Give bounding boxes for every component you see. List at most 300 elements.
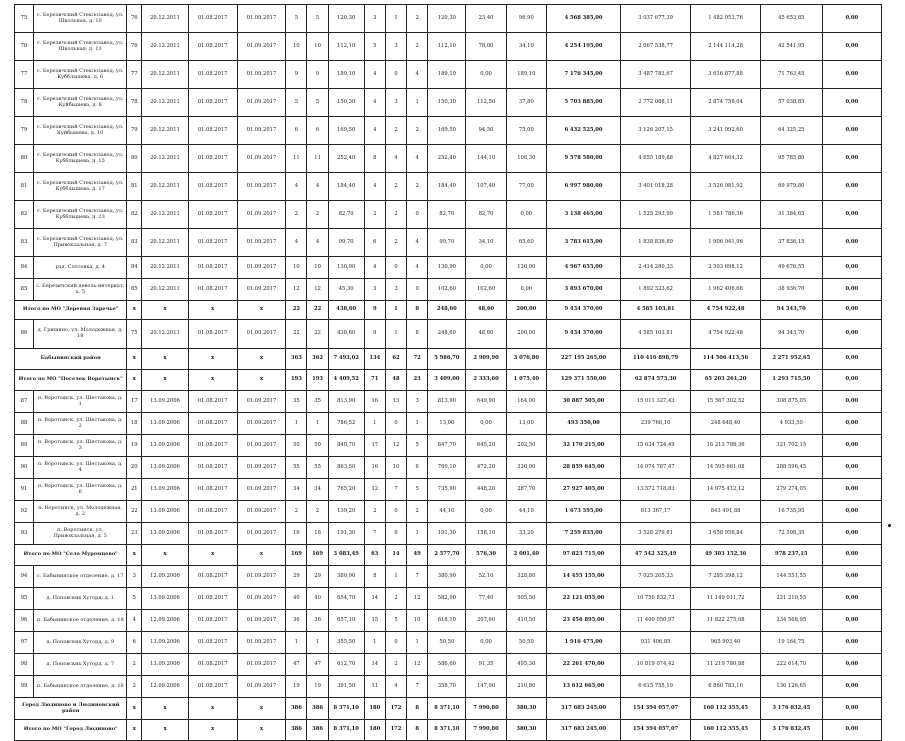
table-cell: 645,20 (466, 435, 506, 457)
table-cell: 189,10 (506, 61, 546, 89)
table-cell: 4 (364, 257, 385, 279)
table-cell: 8 371,10 (328, 720, 364, 741)
table-cell: 169,50 (328, 117, 364, 145)
table-cell: 3 616 877,88 (691, 61, 761, 89)
table-row (15, 279, 882, 301)
table-cell: 10 (385, 457, 406, 479)
table-cell: 2 (385, 117, 406, 145)
table-cell: 13.09.2006 (142, 479, 189, 501)
table-cell: 14 (385, 545, 406, 566)
table-cell: 01.09.2017 (237, 61, 286, 89)
table-cell: 01.09.2017 (237, 588, 286, 610)
address-cell: п. Воротынск, ул. Шестакова, д. 4 (34, 457, 127, 479)
table-cell: 207,60 (466, 610, 506, 632)
table-cell: 01.09.2017 (237, 435, 286, 457)
table-cell: 23,40 (466, 5, 506, 33)
row-label: Итого по МО "Город Людиново" (15, 720, 127, 741)
table-cell: 40 (286, 588, 307, 610)
table-cell: 1 (307, 413, 328, 435)
table-cell: 1 838 836,89 (621, 229, 691, 257)
table-cell: 164,00 (506, 391, 546, 413)
table-cell: 172 (385, 698, 406, 720)
table-cell: 8 (407, 301, 428, 320)
table-cell: 20.12.2011 (142, 201, 189, 229)
table-cell: 1 (407, 632, 428, 654)
table-cell: 5 (307, 5, 328, 33)
table-cell: 4 (385, 676, 406, 698)
table-cell: 77 (127, 61, 142, 89)
table-cell: 180 (364, 720, 385, 741)
table-cell: 4 (286, 229, 307, 257)
table-cell: 4 254 195,00 (546, 33, 620, 61)
table-cell: 19 (127, 435, 142, 457)
address-cell: с. Березичский деволь-интернат, д. 5 (34, 279, 127, 301)
table-cell: 15 (364, 610, 385, 632)
table-cell: 3 138 465,00 (546, 201, 620, 229)
table-cell: 16 (286, 523, 307, 545)
table-cell: 62 (385, 349, 406, 370)
table-cell: 76 (127, 5, 142, 33)
table-cell: 0,00 (822, 479, 881, 501)
table-cell: 4 409,52 (328, 370, 364, 391)
table-cell: 01.08.2017 (188, 279, 237, 301)
table-cell: 13.09.2006 (142, 588, 189, 610)
table-cell: 3 126 207,15 (621, 117, 691, 145)
table-cell: 01.09.2017 (237, 566, 286, 588)
table-body (15, 5, 882, 741)
table-cell: 144 551,55 (761, 566, 822, 588)
table-cell: 472,20 (466, 457, 506, 479)
table-cell: 150,30 (328, 89, 364, 117)
table-cell: 44,10 (506, 501, 546, 523)
table-cell: 1 525 293,99 (621, 201, 691, 229)
table-cell: 10 750 832,73 (621, 588, 691, 610)
table-cell: 15 634 724,49 (621, 435, 691, 457)
table-cell: 01.08.2017 (188, 457, 237, 479)
table-cell: 01.08.2017 (188, 5, 237, 33)
table-cell: 01.08.2017 (188, 117, 237, 145)
table-cell: 12 (407, 588, 428, 610)
table-cell: 3 (407, 391, 428, 413)
table-cell: 20.12.2011 (142, 257, 189, 279)
table-cell: 2 (364, 201, 385, 229)
table-cell: 95 785,80 (761, 145, 822, 173)
table-row (15, 145, 882, 173)
table-cell: 380,30 (506, 720, 546, 741)
table-cell: 01.09.2017 (237, 391, 286, 413)
table-cell: 20.12.2011 (142, 320, 189, 349)
table-cell: x (142, 301, 189, 320)
table-cell: 99,70 (328, 229, 364, 257)
table-cell: 5 (286, 89, 307, 117)
table-cell: 0,00 (822, 370, 881, 391)
table-cell: 84 (127, 257, 142, 279)
table-cell: 57 038,85 (761, 89, 822, 117)
table-cell: 78,00 (466, 33, 506, 61)
table-cell: 234 568,95 (761, 610, 822, 632)
table-cell: 112,10 (328, 33, 364, 61)
table-cell: 1 075,40 (506, 370, 546, 391)
table-cell: 11 (286, 145, 307, 173)
table-cell: 16 213 788,36 (691, 435, 761, 457)
table-cell: 2 (127, 676, 142, 698)
table-cell: 355,50 (328, 632, 364, 654)
table-cell: 27 927 405,00 (546, 479, 620, 501)
row-number: 97 (15, 632, 34, 654)
table-cell: 11 (307, 145, 328, 173)
table-cell: 6 (127, 632, 142, 654)
table-cell: 13.09.2006 (142, 391, 189, 413)
table-cell: 20.12.2011 (142, 145, 189, 173)
table-cell: x (188, 720, 237, 741)
table-cell: 50 (307, 435, 328, 457)
table-cell: 01.08.2017 (188, 413, 237, 435)
table-cell: 79 (127, 117, 142, 145)
table-cell: 0,00 (822, 632, 881, 654)
table-cell: 4 (364, 89, 385, 117)
table-cell: 30 887 505,00 (546, 391, 620, 413)
table-cell: 813,90 (328, 391, 364, 413)
table-row (15, 391, 882, 413)
row-number: 89 (15, 435, 34, 457)
table-cell: 108,30 (506, 145, 546, 173)
table-cell: 112,10 (428, 33, 466, 61)
table-cell: 612,70 (328, 654, 364, 676)
table-cell: 5 (364, 33, 385, 61)
row-number: 88 (15, 413, 34, 435)
row-number: 79 (15, 117, 34, 145)
table-cell: 813,90 (428, 391, 466, 413)
table-row (15, 435, 882, 457)
table-cell: 0 (385, 61, 406, 89)
row-number: 83 (15, 229, 34, 257)
table-cell: 01.08.2017 (188, 676, 237, 698)
table-cell: 1 (385, 5, 406, 33)
table-cell: 37 836,15 (761, 229, 822, 257)
table-cell: 287,70 (506, 479, 546, 501)
table-cell: 7 (407, 676, 428, 698)
table-cell: 55 (286, 457, 307, 479)
table-cell: 0,00 (822, 5, 881, 33)
table-cell: 01.09.2017 (237, 523, 286, 545)
table-cell: 7 285 398,12 (691, 566, 761, 588)
table-cell: 23 (127, 523, 142, 545)
table-cell: 1 (307, 632, 328, 654)
table-cell: 1 962 406,68 (691, 279, 761, 301)
table-cell: 33,20 (506, 523, 546, 545)
table-row (15, 229, 882, 257)
table-cell: 0 (385, 413, 406, 435)
table-cell: 169,50 (428, 117, 466, 145)
table-cell: 01.08.2017 (188, 566, 237, 588)
table-cell: 5 703 885,00 (546, 89, 620, 117)
address-cell: с. Березичский Стеклозавод, ул. Кубблышева, д. 23 (34, 201, 127, 229)
table-cell: 6 432 525,00 (546, 117, 620, 145)
table-cell: 36 (307, 610, 328, 632)
scan-dot (888, 524, 891, 527)
table-cell: 71 763,45 (761, 61, 822, 89)
table-cell: 6 860 783,16 (691, 676, 761, 698)
table-cell: 2 (385, 201, 406, 229)
table-row (15, 5, 882, 33)
table-cell: 4 967 655,00 (546, 257, 620, 279)
address-cell: п. Воротынск, ул. Шестакова, д. 1 (34, 391, 127, 413)
table-cell: 3 (127, 566, 142, 588)
table-cell: x (188, 370, 237, 391)
table-cell: 3 083,49 (328, 545, 364, 566)
table-cell: 01.08.2017 (188, 33, 237, 61)
table-cell: 0 (385, 632, 406, 654)
row-number: 98 (15, 654, 34, 676)
table-cell: 49 303 152,36 (691, 545, 761, 566)
table-cell: 200,00 (506, 301, 546, 320)
table-cell: 2 144 114,28 (691, 33, 761, 61)
table-cell: 7 990,80 (466, 720, 506, 741)
address-cell: п. Бабынинское отделение, д. 18 (34, 610, 127, 632)
table-row (15, 117, 882, 145)
table-cell: x (188, 545, 237, 566)
table-cell: 4 (407, 61, 428, 89)
table-cell: 82,70 (328, 201, 364, 229)
table-cell: 358,70 (428, 676, 466, 698)
table-row (15, 201, 882, 229)
table-cell: 71 (364, 370, 385, 391)
table-cell: 8 (407, 720, 428, 741)
table-cell: 0,00 (822, 435, 881, 457)
table-cell: 4 (385, 145, 406, 173)
table-cell: 193 (307, 370, 328, 391)
table-cell: 40 (307, 588, 328, 610)
table-cell: 448,20 (466, 479, 506, 501)
row-number: 99 (15, 676, 34, 698)
table-cell: 0,00 (466, 61, 506, 89)
table-cell: 4 (364, 61, 385, 89)
table-cell: 2 (385, 229, 406, 257)
address-cell: п. Воротынск, ул. Шестакова, д. 3 (34, 435, 127, 457)
row-number: 77 (15, 61, 34, 89)
table-cell: 01.08.2017 (188, 320, 237, 349)
table-cell: 654,70 (328, 588, 364, 610)
table-cell: 0,00 (822, 201, 881, 229)
table-cell: 0,00 (822, 501, 881, 523)
table-cell: 72 (407, 349, 428, 370)
table-cell: 120,30 (428, 5, 466, 33)
row-number: 87 (15, 391, 34, 413)
table-cell: 1 673 595,00 (546, 501, 620, 523)
table-cell: 01.09.2017 (237, 229, 286, 257)
table-cell: 01.09.2017 (237, 632, 286, 654)
table-cell: 8 (364, 145, 385, 173)
table-row (15, 33, 882, 61)
table-cell: 01.08.2017 (188, 654, 237, 676)
table-cell: 01.08.2017 (188, 588, 237, 610)
table-cell: x (237, 349, 286, 370)
table-cell: 0 (385, 257, 406, 279)
table-cell: 495,30 (506, 654, 546, 676)
address-cell: с. Березичский Стеклозавод, ул. Школьная, д. 10 (34, 5, 127, 33)
table-cell: 23 456 895,00 (546, 610, 620, 632)
table-cell: 01.09.2017 (237, 173, 286, 201)
table-row (15, 413, 882, 435)
table-cell: 184,40 (328, 173, 364, 201)
table-cell: 2 577,70 (428, 545, 466, 566)
table-cell: 2 (307, 501, 328, 523)
table-cell: 576,30 (466, 545, 506, 566)
table-cell: 20.12.2011 (142, 173, 189, 201)
row-number: 81 (15, 173, 34, 201)
table-cell: 1 (407, 89, 428, 117)
row-number: 91 (15, 479, 34, 501)
table-cell: 47 542 325,49 (621, 545, 691, 566)
table-cell: 62 874 573,30 (621, 370, 691, 391)
table-cell: 01.08.2017 (188, 229, 237, 257)
table-cell: 16 (364, 391, 385, 413)
table-cell: 35 (307, 391, 328, 413)
table-cell: 657,10 (328, 610, 364, 632)
table-cell: 45,30 (328, 279, 364, 301)
table-cell: 3 176 832,45 (761, 720, 822, 741)
table-cell: 1 (286, 413, 307, 435)
table-cell: 94,50 (466, 117, 506, 145)
table-cell: 0,00 (822, 117, 881, 145)
table-cell: 2 (364, 501, 385, 523)
table-cell: 134 (364, 349, 385, 370)
table-cell: 83 (127, 229, 142, 257)
table-cell: 0,00 (506, 279, 546, 301)
table-cell: 5 986,70 (428, 349, 466, 370)
table-cell: 12.09.2006 (142, 676, 189, 698)
table-cell: 2 909,90 (466, 349, 506, 370)
table-cell: 169 (286, 545, 307, 566)
table-cell: 01.09.2017 (237, 5, 286, 33)
table-cell: 48,60 (466, 320, 506, 349)
table-cell: 7 (364, 523, 385, 545)
table-cell: 2 (286, 201, 307, 229)
table-cell: 63 (364, 545, 385, 566)
table-cell: 1 (385, 301, 406, 320)
table-cell: 8 371,10 (328, 698, 364, 720)
table-cell: 288 596,45 (761, 457, 822, 479)
table-cell: 154 394 057,07 (621, 698, 691, 720)
table-cell: 0,00 (466, 413, 506, 435)
summary-row (15, 370, 882, 391)
table-cell: 7 (385, 479, 406, 501)
table-cell: 380,90 (328, 566, 364, 588)
table-cell: 3 (385, 33, 406, 61)
table-cell: 1 892 323,62 (621, 279, 691, 301)
table-cell: 3 783 615,00 (546, 229, 620, 257)
table-cell: 01.09.2017 (237, 320, 286, 349)
table-cell: 1 293 715,50 (761, 370, 822, 391)
row-number: 93 (15, 523, 34, 545)
table-cell: 6 (364, 229, 385, 257)
table-cell: 3 658 956,84 (691, 523, 761, 545)
table-cell: 2 (385, 173, 406, 201)
summary-row (15, 698, 882, 720)
table-cell: 1 (407, 413, 428, 435)
table-cell: 7 025 205,33 (621, 566, 691, 588)
table-cell: x (142, 370, 189, 391)
table-cell: 01.08.2017 (188, 145, 237, 173)
table-cell: 65,60 (506, 229, 546, 257)
table-cell: 191,30 (328, 523, 364, 545)
table-cell: 14 455 155,00 (546, 566, 620, 588)
table-cell: 10 (286, 33, 307, 61)
table-cell: 202,50 (506, 435, 546, 457)
table-row (15, 320, 882, 349)
table-cell: 13 (385, 391, 406, 413)
table-row (15, 588, 882, 610)
table-cell: 77,40 (466, 588, 506, 610)
table-cell: 2 772 088,11 (621, 89, 691, 117)
table-cell: 8 (364, 566, 385, 588)
table-cell: 69 979,80 (761, 173, 822, 201)
table-cell: 4 827 604,32 (691, 145, 761, 173)
table-cell: 01.08.2017 (188, 501, 237, 523)
table-cell: 4 (307, 229, 328, 257)
address-cell: с. Березичский Стеклозавод, ул. Куйбышева, д. 8 (34, 89, 127, 117)
table-cell: 493 350,00 (546, 413, 620, 435)
table-cell: 14 (364, 654, 385, 676)
table-cell: 847,70 (428, 435, 466, 457)
table-cell: x (188, 698, 237, 720)
table-row (15, 479, 882, 501)
address-cell: с. Березичский Стеклозавод, ул. Кубблышева, д. 6 (34, 61, 127, 89)
table-cell: 42 541,95 (761, 33, 822, 61)
table-cell: 9 434 370,00 (546, 301, 620, 320)
table-cell: 94 343,70 (761, 320, 822, 349)
table-cell: 22 (286, 301, 307, 320)
table-cell: 13.09.2006 (142, 654, 189, 676)
table-cell: 649,90 (466, 391, 506, 413)
table-cell: 01.09.2017 (237, 201, 286, 229)
table-cell: x (127, 301, 142, 320)
table-cell: 386 (286, 698, 307, 720)
table-cell: 380,90 (428, 566, 466, 588)
table-cell: 01.09.2017 (237, 257, 286, 279)
table-cell: 308 875,05 (761, 391, 822, 413)
summary-row (15, 301, 882, 320)
table-cell: 317 683 245,00 (546, 698, 620, 720)
table-cell: 19 164,75 (761, 632, 822, 654)
table-cell: 10 819 074,42 (621, 654, 691, 676)
table-row (15, 89, 882, 117)
table-cell: 136 126,65 (761, 676, 822, 698)
table-cell: x (237, 720, 286, 741)
table-cell: 49 676,55 (761, 257, 822, 279)
table-cell: 22 (307, 320, 328, 349)
table-cell: 786,52 (328, 413, 364, 435)
address-cell: с. Березичский Стеклозавод, ул. Кубблышева, д. 17 (34, 173, 127, 201)
table-cell: 50,50 (506, 632, 546, 654)
table-cell: 7 (407, 566, 428, 588)
table-cell: x (127, 370, 142, 391)
table-cell: 2 414 280,33 (621, 257, 691, 279)
table-cell: 01.09.2017 (237, 676, 286, 698)
table-cell: 45 653,85 (761, 5, 822, 33)
row-number: 86 (15, 320, 34, 349)
table-cell: 20.12.2011 (142, 5, 189, 33)
table-cell: 01.09.2017 (237, 413, 286, 435)
table-cell: 29 (307, 566, 328, 588)
row-number: 90 (15, 457, 34, 479)
table-cell: 1 916 475,00 (546, 632, 620, 654)
table-cell: 0,00 (822, 523, 881, 545)
table-cell: 01.09.2017 (237, 89, 286, 117)
table-cell: x (188, 301, 237, 320)
table-cell: 14 (364, 588, 385, 610)
table-cell: 22 121 055,00 (546, 588, 620, 610)
